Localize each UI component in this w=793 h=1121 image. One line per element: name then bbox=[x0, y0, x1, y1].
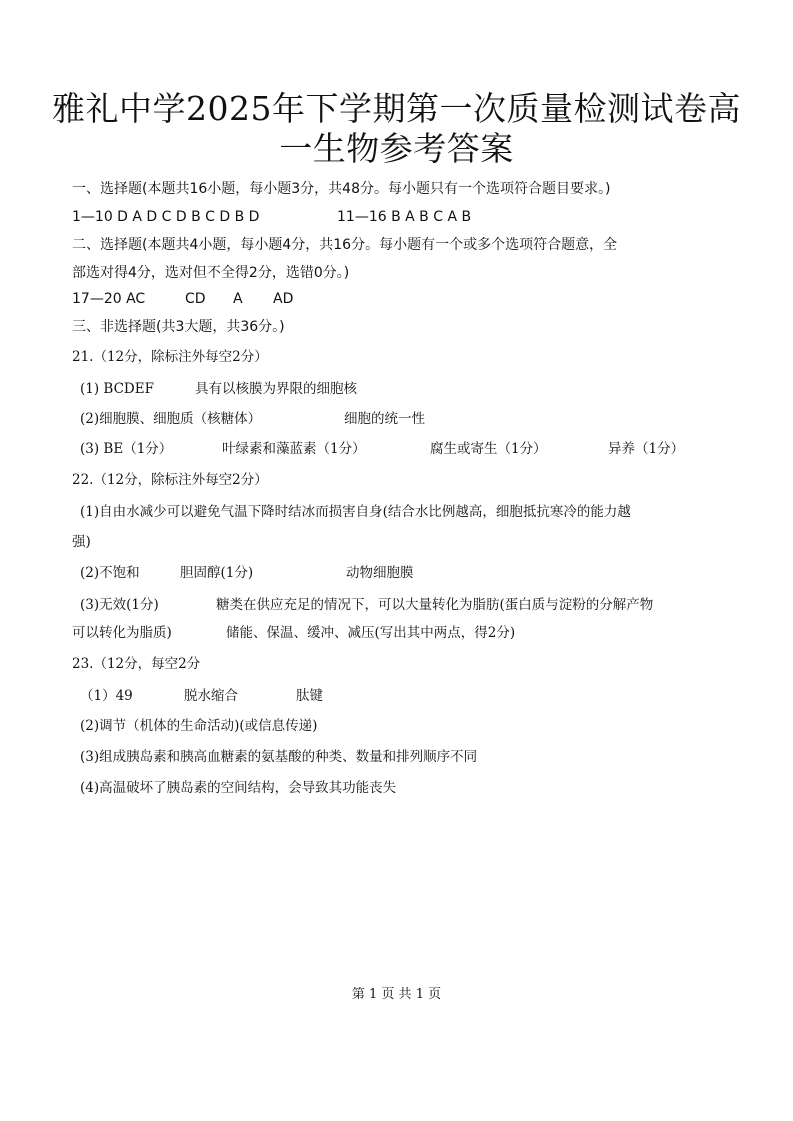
q21-answer-2 bbox=[80, 410, 425, 428]
q21-1-a: (1) BCDEF bbox=[80, 381, 154, 397]
answer-20: AD bbox=[273, 291, 294, 307]
q23-answer-2: (2)调节（机体的生命活动)(或信息传递) bbox=[80, 718, 318, 734]
q22-heading: 22.（12分，除标注外每空2分） bbox=[72, 472, 268, 488]
q21-3-c: 腐生或寄生（1分） bbox=[430, 441, 547, 457]
q23-answer-1 bbox=[80, 687, 323, 705]
q21-1-b: 具有以核膜为界限的细胞核 bbox=[195, 381, 357, 397]
answer-17: 17—20 AC bbox=[72, 291, 146, 307]
q23-heading: 23.（12分，每空2分 bbox=[72, 656, 201, 672]
q22-answer-2 bbox=[80, 564, 414, 582]
section2-heading-line-2: 部选对得4分，选对但不全得2分，选错0分。) bbox=[72, 265, 350, 281]
q21-3-d: 异养（1分） bbox=[608, 441, 685, 457]
q21-answer-3 bbox=[80, 440, 684, 458]
answers-1-10: 1—10 D A D C D B C D B D bbox=[72, 209, 260, 225]
q21-3-a: (3) BE（1分） bbox=[80, 441, 173, 457]
q21-heading: 21.（12分，除标注外每空2分） bbox=[72, 349, 268, 365]
section1-heading: 一、选择题(本题共16小题，每小题3分，共48分。每小题只有一个选项符合题目要求。) bbox=[72, 181, 611, 197]
page-title-line-2: 一生物参考答案 bbox=[279, 129, 514, 168]
q22-3-d: 储能、保温、缓冲、减压(写出其中两点，得2分) bbox=[226, 625, 516, 641]
answers-11-16: 11—16 B A B C A B bbox=[337, 209, 472, 225]
section2-heading-line-1: 二、选择题(本题共4小题，每小题4分，共16分。每小题有一个或多个选项符合题意，全 bbox=[72, 237, 618, 253]
page-footer: 第 1 页 共 1 页 bbox=[351, 987, 442, 1002]
q22-answer-1-line-2: 强) bbox=[72, 534, 91, 550]
q22-3-c: 可以转化为脂质) bbox=[72, 625, 172, 641]
q22-answer-3-line-2 bbox=[72, 624, 515, 642]
q22-2-a: (2)不饱和 bbox=[80, 565, 140, 581]
page-title-line-1: 雅礼中学2025年下学期第一次质量检测试卷高 bbox=[52, 89, 741, 128]
section1-answers-row bbox=[72, 208, 471, 226]
section3-heading: 三、非选择题(共3大题，共36分。) bbox=[72, 319, 285, 335]
q22-2-c: 动物细胞膜 bbox=[346, 565, 414, 581]
q22-answer-1-line-1: (1)自由水减少可以避免气温下降时结冰而损害自身(结合水比例越高，细胞抵抗寒冷的能力越 bbox=[80, 504, 631, 520]
q22-2-b: 胆固醇(1分) bbox=[180, 565, 254, 581]
section2-answers-row bbox=[72, 290, 293, 308]
q21-answer-1 bbox=[80, 380, 357, 398]
q23-1-b: 脱水缩合 bbox=[184, 688, 238, 704]
q22-answer-3-line-1 bbox=[80, 596, 653, 614]
answer-18: CD bbox=[185, 291, 206, 307]
q23-answer-4: (4)高温破坏了胰岛素的空间结构，会导致其功能丧失 bbox=[80, 780, 397, 796]
q21-2-a: (2)细胞膜、细胞质（核糖体） bbox=[80, 411, 262, 427]
q23-1-c: 肽键 bbox=[296, 688, 323, 704]
answer-19: A bbox=[233, 291, 243, 307]
q22-3-a: (3)无效(1分) bbox=[80, 597, 159, 613]
q22-3-b: 糖类在供应充足的情况下，可以大量转化为脂肪(蛋白质与淀粉的分解产物 bbox=[216, 597, 654, 613]
q23-1-a: （1）49 bbox=[80, 688, 133, 704]
q21-2-b: 细胞的统一性 bbox=[344, 411, 425, 427]
q21-3-b: 叶绿素和藻蓝素（1分） bbox=[222, 441, 366, 457]
q23-answer-3: (3)组成胰岛素和胰高血糖素的氨基酸的种类、数量和排列顺序不同 bbox=[80, 749, 478, 765]
